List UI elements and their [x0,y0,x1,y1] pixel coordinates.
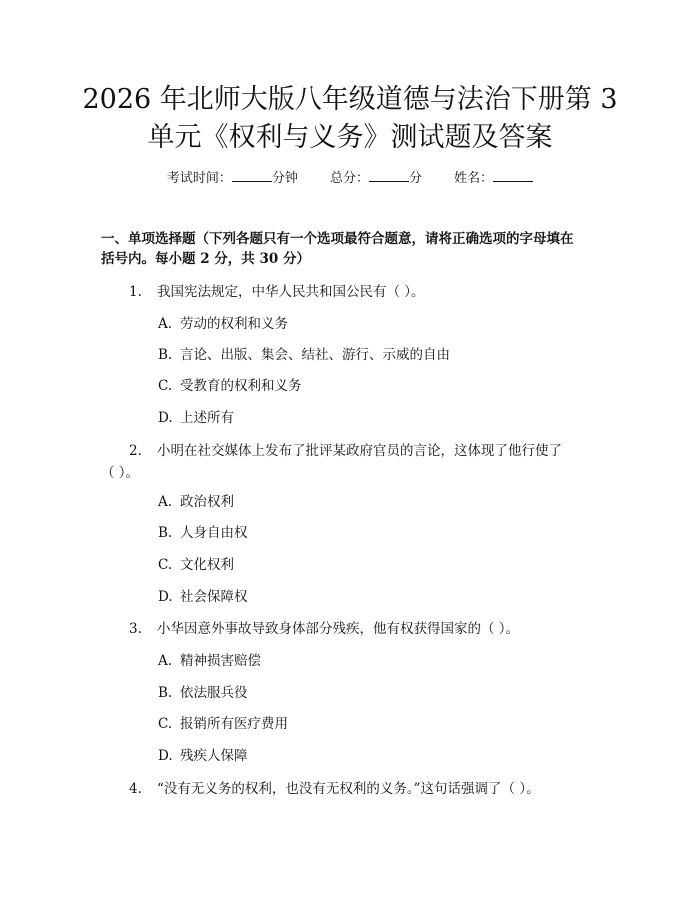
document-title-line-2: 单元《权利与义务》测试题及答案 [147,122,553,153]
option-letter: B. [158,347,173,363]
option-text: 政治权利 [180,494,234,510]
question-1-option-b [158,345,450,365]
option-letter: D. [158,748,173,764]
question-1-option-d [158,408,234,428]
document-title-line-1: 2026 年北师大版八年级道德与法治下册第 3 [82,84,618,115]
question-number: 1. [129,284,142,300]
student-name-label: 姓名： [454,171,494,186]
exam-time-unit: 分钟 [271,171,298,186]
question-text: “没有无义务的权利，也没有无权利的义务。”这句话强调了（ ）。 [157,781,540,797]
question-1 [101,281,601,303]
option-text: 社会保障权 [180,589,248,605]
option-letter: C. [158,378,173,394]
question-2-option-b [158,523,248,543]
exam-info-line [0,169,700,189]
option-letter: C. [158,557,173,573]
section-heading [101,229,601,269]
question-text-line-2: （ ）。 [101,465,140,481]
student-name [454,171,533,186]
question-number: 3. [129,621,142,637]
option-text: 报销所有医疗费用 [180,716,288,732]
option-letter: C. [158,716,173,732]
option-letter: B. [158,685,173,701]
option-text: 残疾人保障 [180,748,248,764]
question-3 [101,618,601,640]
question-text-line-1: 小明在社交媒体上发布了批评某政府官员的言论，这体现了他行使了 [157,443,562,459]
option-text: 受教育的权利和义务 [180,378,302,394]
question-2 [101,440,601,484]
total-score-unit: 分 [409,171,423,186]
question-3-option-b [158,683,248,703]
question-3-option-d [158,746,248,766]
option-letter: D. [158,410,173,426]
question-1-option-a [158,314,288,334]
option-letter: A. [158,653,173,669]
option-text: 人身自由权 [180,525,248,541]
question-text: 我国宪法规定，中华人民共和国公民有（ ）。 [157,284,425,300]
question-3-option-c [158,714,288,734]
option-letter: B. [158,525,173,541]
option-text: 劳动的权利和义务 [180,316,288,332]
option-letter: A. [158,316,173,332]
question-text: 小华因意外事故导致身体部分残疾，他有权获得国家的（ ）。 [157,621,520,637]
question-number: 4. [129,781,142,797]
total-score-label: 总分： [329,171,369,186]
question-number: 2. [129,443,142,459]
question-3-option-a [158,651,261,671]
option-letter: D. [158,589,173,605]
exam-time-label: 考试时间： [166,171,232,186]
option-letter: A. [158,494,173,510]
question-2-option-c [158,555,234,575]
section-heading-line-1: 一、单项选择题（下列各题只有一个选项最符合题意，请将正确选项的字母填在 [101,231,574,247]
exam-time-blank [232,169,272,182]
question-2-option-a [158,492,234,512]
question-4 [101,778,601,800]
option-text: 言论、出版、集会、结社、游行、示威的自由 [180,347,450,363]
option-text: 上述所有 [180,410,234,426]
exam-time [167,171,302,186]
total-score [330,171,426,186]
total-score-blank [369,169,409,182]
option-text: 精神损害赔偿 [180,653,261,669]
question-1-option-c [158,376,302,396]
student-name-blank [493,169,533,182]
question-2-option-d [158,587,248,607]
option-text: 依法服兵役 [180,685,248,701]
option-text: 文化权利 [180,557,234,573]
section-heading-line-2: 括号内。每小题 2 分，共 30 分） [101,251,310,267]
